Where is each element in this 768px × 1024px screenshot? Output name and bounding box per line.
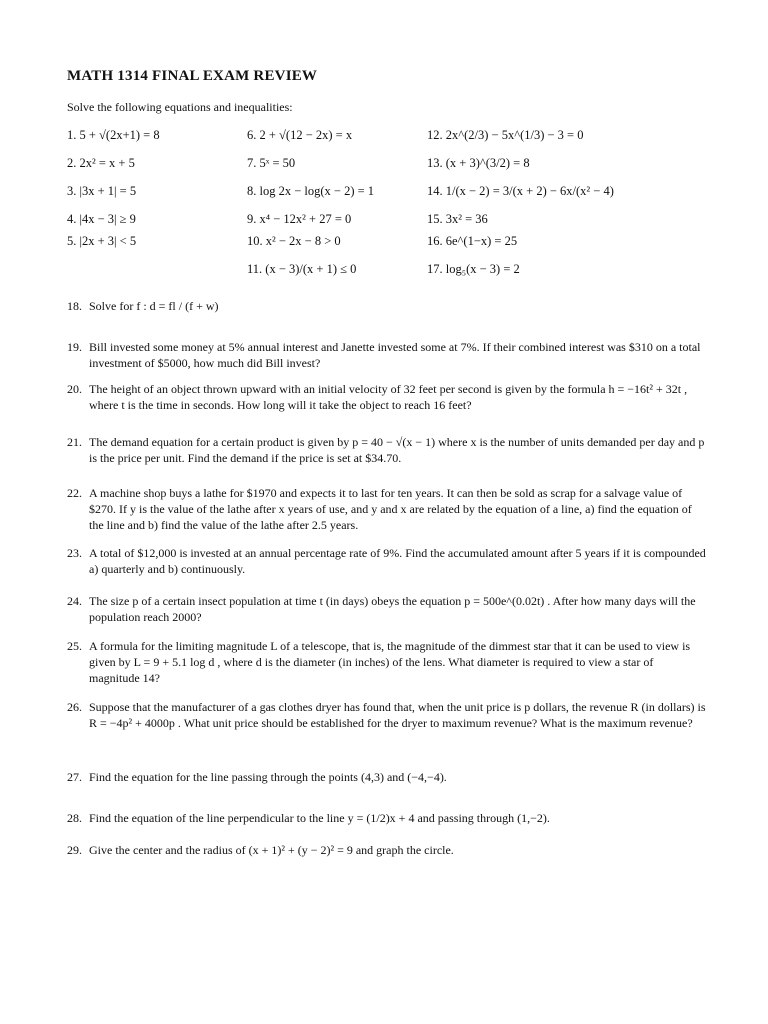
equation-item bbox=[247, 262, 356, 277]
equation-text: x² − 2x − 8 > 0 bbox=[265, 234, 341, 248]
equation-item bbox=[67, 184, 136, 199]
equation-text: (x − 3)/(x + 1) ≤ 0 bbox=[265, 262, 357, 276]
item-number: 2. bbox=[67, 156, 77, 170]
equation-text: |3x + 1| = 5 bbox=[79, 184, 137, 198]
problem-text: Find the equation for the line passing through the points (4,3) and (−4,−4). bbox=[89, 770, 447, 784]
problem-item bbox=[67, 381, 707, 413]
problem-item bbox=[67, 434, 707, 466]
item-number: 23. bbox=[67, 546, 82, 560]
item-number: 7. bbox=[247, 156, 257, 170]
equation-item bbox=[427, 262, 520, 277]
item-number: 5. bbox=[67, 234, 77, 248]
item-number: 10. bbox=[247, 234, 263, 248]
equation-item bbox=[247, 212, 351, 227]
item-number: 17. bbox=[427, 262, 443, 276]
item-number: 4. bbox=[67, 212, 77, 226]
equation-item bbox=[427, 234, 517, 249]
problem-item bbox=[67, 769, 707, 785]
equation-item bbox=[247, 234, 341, 249]
equation-text: 5 + √(2x+1) = 8 bbox=[79, 128, 160, 142]
problem-text: The height of an object thrown upward with an initial velocity of 32 feet per second is given by the formula h = −16t² + 32t , where t is the time in seconds. How long will it take the object to reach 16 feet? bbox=[89, 382, 688, 412]
equation-item bbox=[427, 128, 583, 143]
page-title: MATH 1314 FINAL EXAM REVIEW bbox=[67, 68, 318, 84]
equation-text: 3x² = 36 bbox=[445, 212, 488, 226]
problem-item bbox=[67, 545, 707, 577]
problem-text: Bill invested some money at 5% annual interest and Janette invested some at 7%. If their combined interest was $310 on a total investment of $5000, how much did Bill invest? bbox=[89, 340, 701, 370]
item-number: 24. bbox=[67, 594, 82, 608]
item-number: 11. bbox=[247, 262, 263, 276]
problem-item bbox=[67, 485, 707, 533]
equation-item bbox=[427, 212, 488, 227]
item-number: 3. bbox=[67, 184, 77, 198]
item-number: 1. bbox=[67, 128, 77, 142]
item-number: 22. bbox=[67, 486, 82, 500]
item-number: 8. bbox=[247, 184, 257, 198]
equation-item bbox=[67, 156, 135, 171]
problem-item bbox=[67, 810, 707, 826]
equation-item bbox=[247, 156, 295, 171]
item-number: 25. bbox=[67, 639, 82, 653]
item-number: 26. bbox=[67, 700, 82, 714]
problem-item bbox=[67, 339, 707, 371]
equation-item bbox=[427, 156, 530, 171]
problem-text: The demand equation for a certain product is given by p = 40 − √(x − 1) where x is the number of units demanded per day and p is the price per unit. Find the demand if the price is set at $34.70. bbox=[89, 435, 705, 465]
equation-item bbox=[247, 184, 374, 199]
equation-item bbox=[67, 128, 160, 143]
equation-text: 5ˣ = 50 bbox=[259, 156, 296, 170]
equation-text: |4x − 3| ≥ 9 bbox=[79, 212, 136, 226]
equation-text: log 2x − log(x − 2) = 1 bbox=[259, 184, 375, 198]
item-number: 12. bbox=[427, 128, 443, 142]
problem-text: Find the equation of the line perpendicular to the line y = (1/2)x + 4 and passing through (1,−2). bbox=[89, 811, 550, 825]
equation-text: |2x + 3| < 5 bbox=[79, 234, 137, 248]
item-number: 29. bbox=[67, 843, 82, 857]
instructions: Solve the following equations and inequalities: bbox=[67, 100, 293, 114]
equation-text: 1/(x − 2) = 3/(x + 2) − 6x/(x² − 4) bbox=[445, 184, 614, 198]
item-number: 6. bbox=[247, 128, 257, 142]
problem-item bbox=[67, 638, 707, 686]
equation-item bbox=[247, 128, 352, 143]
equation-text: 2x² = x + 5 bbox=[79, 156, 135, 170]
problem-text: Suppose that the manufacturer of a gas clothes dryer has found that, when the unit price is p dollars, the revenue R (in dollars) is R = −4p² + 4000p . What unit price should be established for the dryer to maximum revenue? What is the maximum revenue? bbox=[89, 700, 706, 730]
item-number: 15. bbox=[427, 212, 443, 226]
equation-text: 2x^(2/3) − 5x^(1/3) − 3 = 0 bbox=[445, 128, 584, 142]
problem-item bbox=[67, 699, 707, 731]
equation-text: 2 + √(12 − 2x) = x bbox=[259, 128, 353, 142]
item-number: 18. bbox=[67, 299, 82, 313]
item-number: 13. bbox=[427, 156, 443, 170]
equation-text: log₅(x − 3) = 2 bbox=[445, 262, 520, 276]
equation-item bbox=[67, 234, 136, 249]
problem-text: A total of $12,000 is invested at an annual percentage rate of 9%. Find the accumulated amount after 5 years if it is compounded a) quarterly and b) continuously. bbox=[89, 546, 706, 576]
item-number: 28. bbox=[67, 811, 82, 825]
problem-item bbox=[67, 593, 707, 625]
item-number: 14. bbox=[427, 184, 443, 198]
problem-text: Solve for f : d = fl / (f + w) bbox=[89, 299, 219, 313]
item-number: 20. bbox=[67, 382, 82, 396]
equation-item bbox=[427, 184, 614, 199]
item-number: 9. bbox=[247, 212, 257, 226]
item-number: 16. bbox=[427, 234, 443, 248]
problem-text: Give the center and the radius of (x + 1)² + (y − 2)² = 9 and graph the circle. bbox=[89, 843, 454, 857]
problem-text: The size p of a certain insect population at time t (in days) obeys the equation p = 500e^(0.02t) . After how many days will the population reach 2000? bbox=[89, 594, 696, 624]
item-number: 19. bbox=[67, 340, 82, 354]
problem-item bbox=[67, 298, 707, 314]
problem-text: A formula for the limiting magnitude L of a telescope, that is, the magnitude of the dimmest star that it can be used to view is given by L = 9 + 5.1 log d , where d is the diameter (in inches) of the lens. What diameter is required to view a star of magnitude 14? bbox=[89, 639, 691, 685]
problem-text: A machine shop buys a lathe for $1970 and expects it to last for ten years. It can then be sold as scrap for a salvage value of $270. If y is the value of the lathe after x years of use, and y and x are related by the equation of a line, a) find the equation of the line and b) find the value of the lathe after 2.5 years. bbox=[89, 486, 692, 532]
equation-item bbox=[67, 212, 136, 227]
equation-text: 6e^(1−x) = 25 bbox=[445, 234, 518, 248]
problem-item bbox=[67, 842, 707, 858]
equation-text: x⁴ − 12x² + 27 = 0 bbox=[259, 212, 352, 226]
item-number: 21. bbox=[67, 435, 82, 449]
item-number: 27. bbox=[67, 770, 82, 784]
equation-text: (x + 3)^(3/2) = 8 bbox=[445, 156, 530, 170]
